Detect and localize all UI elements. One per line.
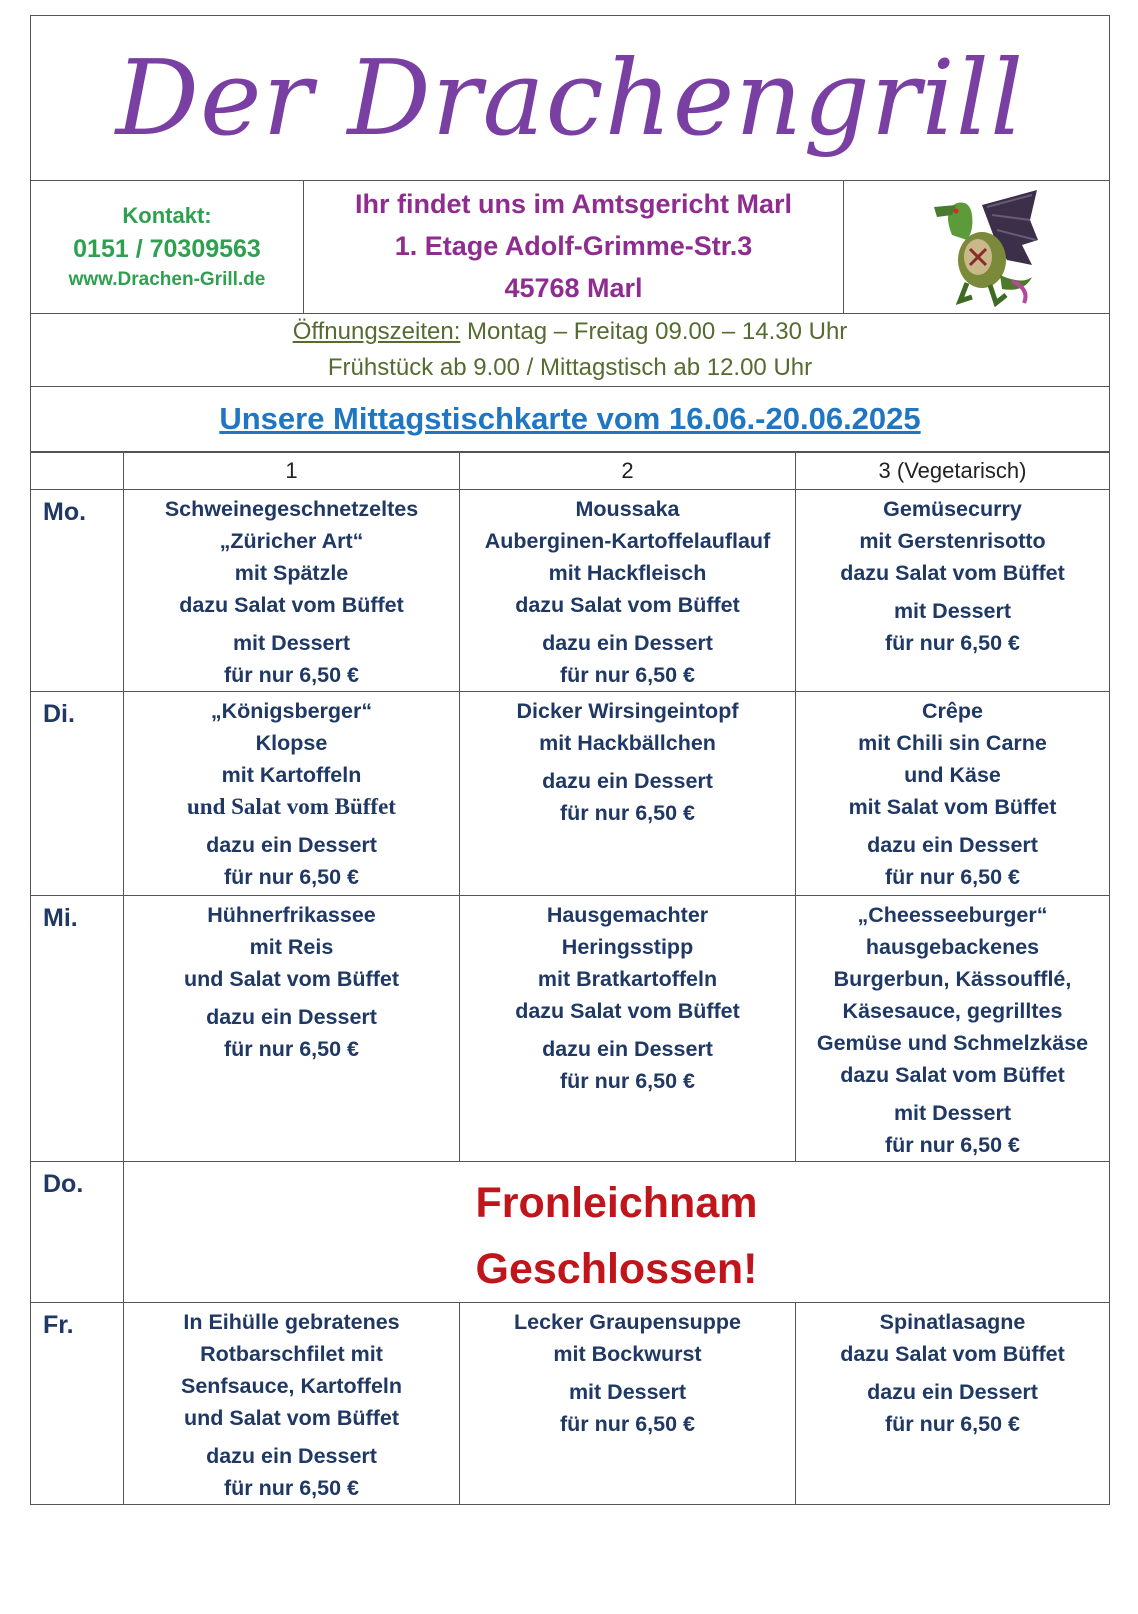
closed-notice: Geschlossen! xyxy=(475,1245,758,1293)
dish-line: Moussaka xyxy=(575,497,680,521)
dish-line: Gemüsecurry xyxy=(883,497,1022,521)
dish-cell xyxy=(460,692,796,896)
dish-cell xyxy=(124,692,460,896)
dish-line: Lecker Graupensuppe xyxy=(513,1310,742,1334)
dish-cell xyxy=(796,692,1110,896)
dish-line: „Königsberger“ xyxy=(210,699,373,723)
dish-line: Rotbarschfilet mit xyxy=(200,1342,383,1366)
contact-phone[interactable]: 0151 / 70309563 xyxy=(73,234,261,263)
hours-label: Öffnungszeiten: xyxy=(292,318,461,345)
dish-line: mit Hackfleisch xyxy=(548,561,707,585)
dish-cell xyxy=(796,490,1110,692)
column-header: 2 xyxy=(460,453,796,490)
dish-price: für nur 6,50 € xyxy=(559,1412,695,1436)
dish-cell xyxy=(124,1303,460,1505)
dish-price: für nur 6,50 € xyxy=(223,1476,359,1500)
dish-line: hausgebackenes xyxy=(865,935,1040,959)
dish-line: dazu ein Dessert xyxy=(867,833,1038,857)
address-block xyxy=(304,181,844,313)
column-header-row xyxy=(31,453,1110,490)
table-row xyxy=(31,490,1110,692)
dish-line: mit Salat vom Büffet xyxy=(848,795,1057,819)
column-header: 1 xyxy=(124,453,460,490)
dish-line: mit Dessert xyxy=(893,599,1012,623)
dish-line: mit Hackbällchen xyxy=(539,731,716,755)
dish-cell xyxy=(124,490,460,692)
contact-website[interactable]: www.Drachen-Grill.de xyxy=(68,268,266,290)
dish-line: dazu Salat vom Büffet xyxy=(515,593,740,617)
hours-line-1 xyxy=(293,314,848,350)
dish-line: und Salat vom Büffet xyxy=(187,794,396,819)
dish-line: Schweinegeschnetzeltes xyxy=(164,497,419,521)
dragon-icon xyxy=(912,185,1042,310)
dish-line: mit Spätzle xyxy=(234,561,349,585)
day-label: Mi. xyxy=(31,896,124,1162)
dish-price: für nur 6,50 € xyxy=(884,1133,1020,1157)
info-row xyxy=(30,181,1110,314)
dish-line: dazu Salat vom Büffet xyxy=(840,1342,1065,1366)
dish-price: für nur 6,50 € xyxy=(559,801,695,825)
dish-price: für nur 6,50 € xyxy=(884,865,1020,889)
column-header: 3 (Vegetarisch) xyxy=(796,453,1110,490)
dish-line: dazu ein Dessert xyxy=(206,1005,377,1029)
menu-title-row xyxy=(30,387,1110,452)
dish-price: für nur 6,50 € xyxy=(223,663,359,687)
closed-cell xyxy=(124,1162,1110,1303)
dish-line: In Eihülle gebratenes xyxy=(183,1310,400,1334)
dish-line: dazu Salat vom Büffet xyxy=(840,1063,1065,1087)
dish-line: Käsesauce, gegrilltes xyxy=(842,999,1063,1023)
dish-line: dazu ein Dessert xyxy=(867,1380,1038,1404)
table-row xyxy=(31,1303,1110,1505)
dish-cell xyxy=(796,1303,1110,1505)
hours-line-2: Frühstück ab 9.00 / Mittagstisch ab 12.00 Uhr xyxy=(327,354,813,381)
dish-line: dazu Salat vom Büffet xyxy=(179,593,404,617)
dish-line: Hausgemachter xyxy=(546,903,709,927)
address-line-2: 1. Etage Adolf-Grimme-Str.3 xyxy=(394,231,753,262)
dish-line: mit Chili sin Carne xyxy=(858,731,1047,755)
table-row xyxy=(31,692,1110,896)
dish-price: für nur 6,50 € xyxy=(223,865,359,889)
contact-block xyxy=(31,181,304,313)
address-line-1: Ihr findet uns im Amtsgericht Marl xyxy=(354,189,793,220)
dish-line: mit Dessert xyxy=(232,631,351,655)
dish-line: Dicker Wirsingeintopf xyxy=(516,699,739,723)
day-label: Fr. xyxy=(31,1303,124,1505)
dish-line: Senfsauce, Kartoffeln xyxy=(180,1374,403,1398)
dish-cell xyxy=(796,896,1110,1162)
dish-line: Auberginen-Kartoffelauflauf xyxy=(484,529,771,553)
dish-cell xyxy=(460,490,796,692)
opening-hours xyxy=(30,314,1110,387)
title-banner xyxy=(30,15,1110,181)
dish-price: für nur 6,50 € xyxy=(884,631,1020,655)
contact-label: Kontakt: xyxy=(122,202,212,228)
dish-line: „Züricher Art“ xyxy=(219,529,364,553)
logo-cell xyxy=(844,181,1109,313)
closed-reason: Fronleichnam xyxy=(475,1179,758,1227)
hours-weekdays: Montag – Freitag 09.00 – 14.30 Uhr xyxy=(460,318,848,345)
dish-line: mit Bockwurst xyxy=(553,1342,702,1366)
dish-line: mit Gerstenrisotto xyxy=(859,529,1046,553)
dish-price: für nur 6,50 € xyxy=(559,1069,695,1093)
day-label: Do. xyxy=(31,1162,124,1303)
dish-line: und Salat vom Büffet xyxy=(183,967,399,991)
dish-cell xyxy=(460,896,796,1162)
dish-line: Crêpe xyxy=(922,699,983,723)
dish-line: dazu Salat vom Büffet xyxy=(515,999,740,1023)
dish-line: dazu ein Dessert xyxy=(206,1444,377,1468)
table-row xyxy=(31,1162,1110,1303)
dish-cell xyxy=(124,896,460,1162)
menu-title: Unsere Mittagstischkarte vom 16.06.-20.06.2025 xyxy=(219,401,921,436)
dish-line: dazu ein Dessert xyxy=(206,833,377,857)
dish-line: mit Reis xyxy=(249,935,334,959)
dish-price: für nur 6,50 € xyxy=(559,663,695,687)
dish-line: „Cheesseeburger“ xyxy=(857,903,1048,927)
dish-line: dazu Salat vom Büffet xyxy=(840,561,1065,585)
dish-line: Gemüse und Schmelzkäse xyxy=(816,1031,1089,1055)
dish-line: Klopse xyxy=(255,731,328,755)
dish-line: und Käse xyxy=(904,763,1001,787)
dish-line: Hühnerfrikassee xyxy=(207,903,376,927)
dish-line: mit Dessert xyxy=(568,1380,687,1404)
dish-line: mit Bratkartoffeln xyxy=(537,967,718,991)
dish-line: Heringsstipp xyxy=(561,935,694,959)
address-line-3: 45768 Marl xyxy=(504,272,643,303)
menu-table xyxy=(30,452,1110,1505)
dish-line: und Salat vom Büffet xyxy=(183,1406,399,1430)
day-label: Di. xyxy=(31,692,124,896)
dish-line: Spinatlasagne xyxy=(879,1310,1026,1334)
dish-line: Burgerbun, Kässoufflé, xyxy=(833,967,1072,991)
dish-line: dazu ein Dessert xyxy=(542,1037,713,1061)
table-row xyxy=(31,896,1110,1162)
dish-price: für nur 6,50 € xyxy=(884,1412,1020,1436)
day-label: Mo. xyxy=(31,490,124,692)
corner-cell xyxy=(31,453,124,490)
dish-line: dazu ein Dessert xyxy=(542,631,713,655)
dish-price: für nur 6,50 € xyxy=(223,1037,359,1061)
dish-line: mit Dessert xyxy=(893,1101,1012,1125)
dish-cell xyxy=(460,1303,796,1505)
dish-line: dazu ein Dessert xyxy=(542,769,713,793)
dish-line: mit Kartoffeln xyxy=(221,763,362,787)
menu-sheet xyxy=(30,15,1110,1505)
restaurant-title: Der Drachengrill xyxy=(115,37,1025,159)
